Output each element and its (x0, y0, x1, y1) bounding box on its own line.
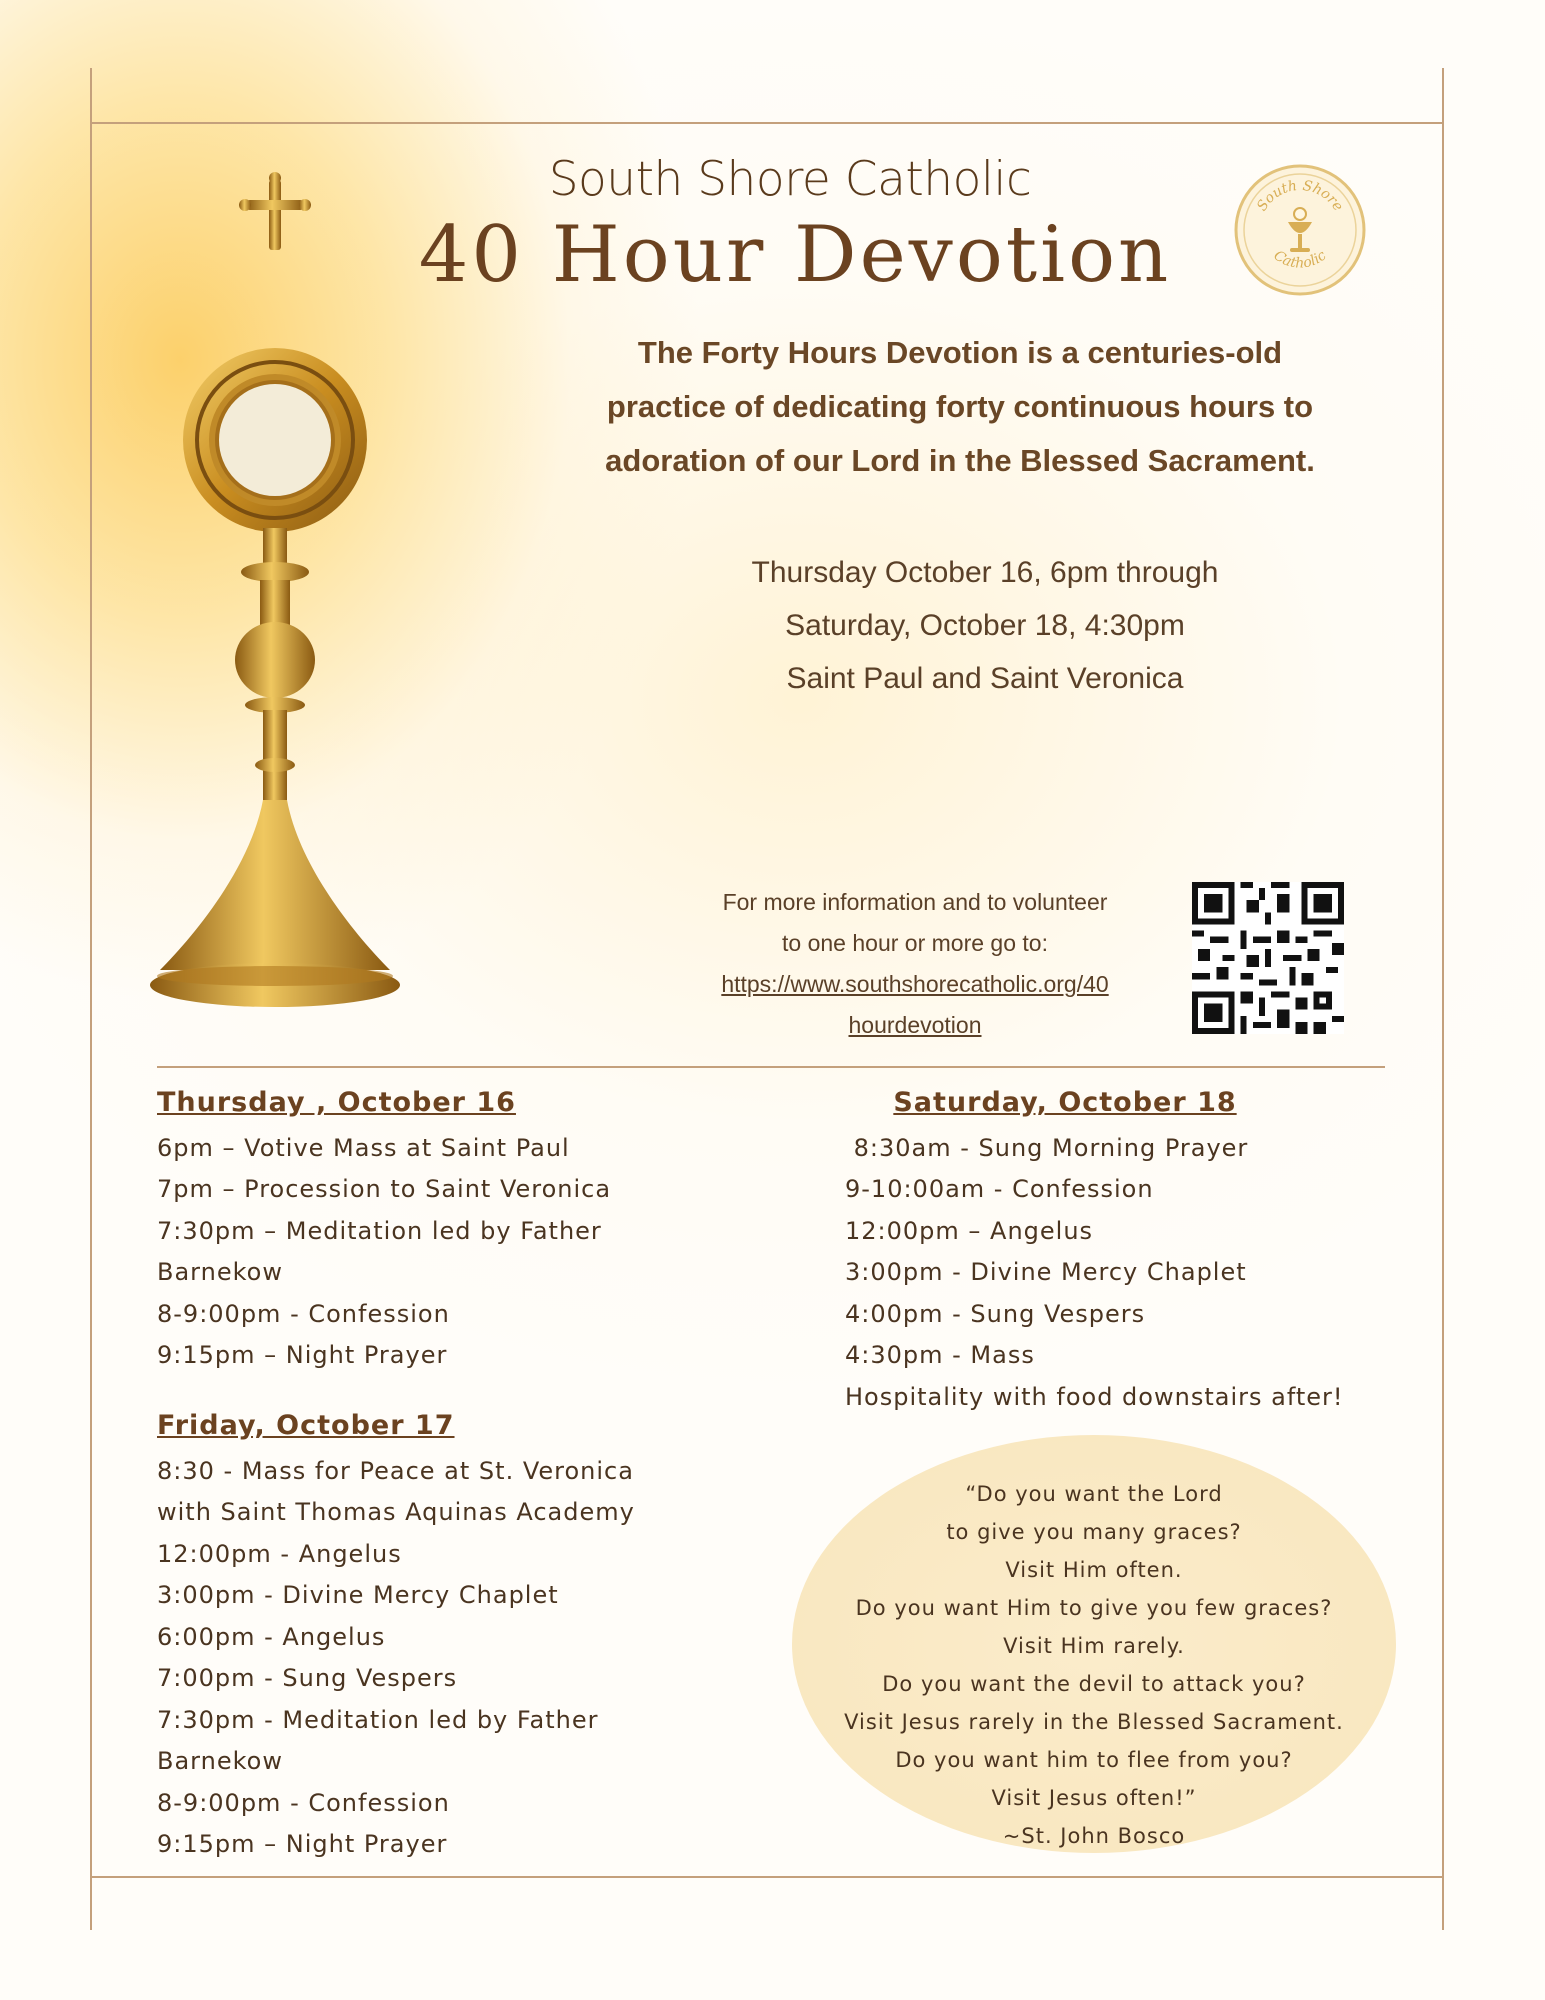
schedule-item: 12:00pm - Angelus (157, 1539, 402, 1568)
schedule-item: 8:30am - Sung Morning Prayer (845, 1133, 1249, 1162)
quote-text (792, 1475, 1396, 1855)
schedule-item: with Saint Thomas Aquinas Academy (157, 1498, 635, 1526)
svg-text:South Shore: South Shore (1254, 177, 1347, 215)
frame-bottom-line (90, 1876, 1444, 1878)
volunteer-link[interactable]: https://www.southshorecatholic.org/40 (721, 971, 1109, 997)
info-line: For more information and to volunteer (722, 889, 1108, 915)
schedule-item: 6:00pm - Angelus (157, 1622, 386, 1651)
frame-top-line (90, 122, 1444, 124)
saturday-schedule (845, 1082, 1405, 1418)
thursday-schedule (157, 1082, 677, 1377)
qr-code[interactable] (1192, 882, 1344, 1034)
intro-line: The Forty Hours Devotion is a centuries-old (637, 335, 1283, 370)
event-location: Saint Paul and Saint Veronica (786, 662, 1184, 695)
schedule-item: 12:00pm – Angelus (845, 1216, 1094, 1245)
schedule-item: Barnekow (157, 1747, 283, 1775)
thursday-heading: Thursday , October 16 (157, 1087, 516, 1118)
quote-line: “Do you want the Lord (965, 1482, 1223, 1506)
schedule-item: 3:00pm - Divine Mercy Chaplet (845, 1258, 1247, 1286)
schedule-item: Barnekow (157, 1258, 283, 1286)
intro-line: adoration of our Lord in the Blessed Sacrament. (605, 443, 1315, 478)
schedule-item: 6pm – Votive Mass at Saint Paul (157, 1133, 570, 1162)
volunteer-link-continued[interactable]: hourdevotion (848, 1012, 982, 1038)
page-title: 40 Hour Devotion (418, 210, 1172, 300)
quote-line: Visit Him rarely. (1003, 1634, 1185, 1658)
intro-paragraph (560, 326, 1360, 488)
schedule-item: 8:30 - Mass for Peace at St. Veronica (157, 1456, 634, 1485)
schedule-item: 9-10:00am - Confession (845, 1175, 1154, 1203)
schedule-item: 7:30pm - Meditation led by Father (157, 1705, 599, 1734)
schedule-item: 4:00pm - Sung Vespers (845, 1299, 1146, 1328)
frame-right-line (1442, 68, 1444, 1930)
quote-line: Visit Jesus often!” (991, 1786, 1197, 1810)
intro-line: practice of dedicating forty continuous hours to (606, 389, 1314, 424)
schedule-item: 3:00pm - Divine Mercy Chaplet (157, 1581, 559, 1609)
page-subtitle: South Shore Catholic (548, 152, 1032, 207)
friday-schedule (157, 1405, 677, 1866)
schedule-item: 9:15pm – Night Prayer (157, 1341, 448, 1369)
quote-line: Do you want Him to give you few graces? (855, 1596, 1333, 1620)
info-line: to one hour or more go to: (782, 930, 1048, 956)
quote-line: to give you many graces? (946, 1520, 1242, 1544)
event-dates-start: Thursday October 16, 6pm through (751, 556, 1219, 589)
event-details (620, 546, 1350, 705)
schedule-item: 4:30pm - Mass (845, 1341, 1035, 1369)
schedule-item: Hospitality with food downstairs after! (845, 1382, 1344, 1411)
volunteer-info (660, 882, 1170, 1046)
quote-line: Visit Him often. (1005, 1558, 1183, 1582)
svg-text:Catholic: Catholic (1270, 247, 1330, 272)
quote-line: Do you want him to flee from you? (895, 1748, 1293, 1772)
schedule-item: 8-9:00pm - Confession (157, 1788, 450, 1817)
friday-heading: Friday, October 17 (157, 1410, 455, 1441)
quote-line: Do you want the devil to attack you? (882, 1672, 1306, 1696)
schedule-item: 7pm – Procession to Saint Veronica (157, 1175, 612, 1203)
schedule-item: 8-9:00pm - Confession (157, 1299, 450, 1328)
quote-attribution: ~St. John Bosco (1002, 1824, 1186, 1848)
schedule-item: 7:00pm - Sung Vespers (157, 1664, 458, 1692)
quote-line: Visit Jesus rarely in the Blessed Sacrament. (844, 1710, 1344, 1734)
monstrance-image (60, 170, 490, 1040)
parish-logo-seal (1232, 162, 1368, 298)
event-dates-end: Saturday, October 18, 4:30pm (785, 609, 1185, 642)
schedule-item: 7:30pm – Meditation led by Father (157, 1216, 602, 1245)
saturday-heading: Saturday, October 18 (893, 1087, 1237, 1118)
schedule-item: 9:15pm – Night Prayer (157, 1830, 448, 1858)
section-divider-line (157, 1066, 1385, 1068)
